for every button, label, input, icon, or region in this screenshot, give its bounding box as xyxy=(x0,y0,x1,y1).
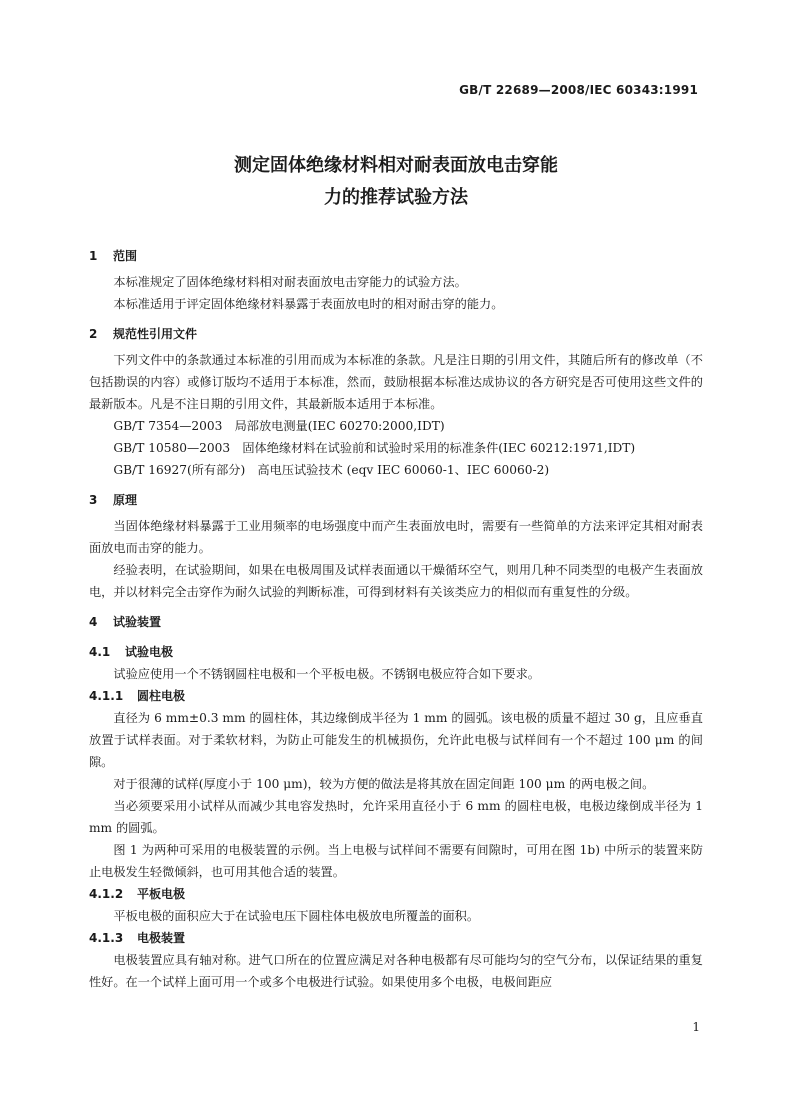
section-title: 范围 xyxy=(113,249,138,263)
paragraph: 当必须要采用小试样从而减少其电容发热时，允许采用直径小于 6 mm 的圆柱电极，电极边缘倒成半径为 1 mm 的圆弧。 xyxy=(89,799,703,835)
title-line-1: 测定固体绝缘材料相对耐表面放电击穿能 xyxy=(234,155,558,176)
section-principle xyxy=(89,489,703,603)
subsection-number: 4.1.2 xyxy=(89,887,124,901)
paragraph: 下列文件中的条款通过本标准的引用而成为本标准的条款。凡是注日期的引用文件，其随后所有的修改单（不包括勘误的内容）或修订版均不适用于本标准，然而，鼓励根据本标准达成协议的各方研究是否可使用这些文件的最新版本。凡是不注日期的引用文件，其最新版本适用于本标准。 xyxy=(89,353,703,411)
paragraph: 对于很薄的试样(厚度小于 100 μm)，较为方便的做法是将其放在固定间距 100 μm 的两电极之间。 xyxy=(113,777,655,791)
paragraph: 本标准适用于评定固体绝缘材料暴露于表面放电时的相对耐击穿的能力。 xyxy=(113,297,504,311)
title-line-2: 力的推荐试验方法 xyxy=(324,187,468,208)
subsection-title: 电极装置 xyxy=(137,931,186,945)
paragraph: 当固体绝缘材料暴露于工业用频率的电场强度中而产生表面放电时，需要有一些简单的方法来评定其相对耐表面放电而击穿的能力。 xyxy=(89,519,703,555)
section-heading xyxy=(89,245,703,267)
paragraph: 平板电极的面积应大于在试验电压下圆柱体电极放电所覆盖的面积。 xyxy=(113,909,480,923)
section-title: 原理 xyxy=(113,493,138,507)
standard-code: GB/T 22689—2008/IEC 60343:1991 xyxy=(459,83,698,97)
subsection-heading xyxy=(89,927,703,949)
section-heading xyxy=(89,323,703,345)
section-number: 4 xyxy=(89,615,98,629)
subsection-heading xyxy=(89,641,703,663)
section-number: 1 xyxy=(89,249,98,263)
section-title: 规范性引用文件 xyxy=(113,327,198,341)
subsection-number: 4.1.3 xyxy=(89,931,124,945)
section-title: 试验装置 xyxy=(113,615,162,629)
section-scope xyxy=(89,245,703,315)
reference-item: GB/T 7354—2003 局部放电测量(IEC 60270:2000,IDT) xyxy=(113,419,445,433)
section-heading xyxy=(89,611,703,633)
paragraph: 经验表明，在试验期间，如果在电极周围及试样表面通以干燥循环空气，则用几种不同类型的电极产生表面放电，并以材料完全击穿作为耐久试验的判断标准，可得到材料有关该类应力的相似而有重复性的分级。 xyxy=(89,563,703,599)
subsection-number: 4.1.1 xyxy=(89,689,124,703)
subsection-heading xyxy=(89,883,703,905)
paragraph: 试验应使用一个不锈钢圆柱电极和一个平板电极。不锈钢电极应符合如下要求。 xyxy=(113,667,540,681)
section-test-apparatus xyxy=(89,611,703,993)
subsection-title: 试验电极 xyxy=(125,645,174,659)
page-number: 1 xyxy=(692,1020,700,1034)
subsection-title: 圆柱电极 xyxy=(137,689,186,703)
reference-item: GB/T 16927(所有部分) 高电压试验技术 (eqv IEC 60060-1、IEC 60060-2) xyxy=(113,463,550,477)
subsection-title: 平板电极 xyxy=(137,887,186,901)
paragraph: 图 1 为两种可采用的电极装置的示例。当上电极与试样间不需要有间隙时，可用在图 1b) 中所示的装置来防止电极发生轻微倾斜，也可用其他合适的装置。 xyxy=(89,843,703,879)
section-normative-references xyxy=(89,323,703,481)
reference-item: GB/T 10580—2003 固体绝缘材料在试验前和试验时采用的标准条件(IEC 60212:1971,IDT) xyxy=(113,441,636,455)
section-number: 3 xyxy=(89,493,98,507)
paragraph: 直径为 6 mm±0.3 mm 的圆柱体，其边缘倒成半径为 1 mm 的圆弧。该电极的质量不超过 30 g，且应垂直放置于试样表面。对于柔软材料，为防止可能发生的机械损伤，允许此电极与试样间有一个不超过 100 μm 的间隙。 xyxy=(89,711,703,769)
paragraph: 本标准规定了固体绝缘材料相对耐表面放电击穿能力的试验方法。 xyxy=(113,275,467,289)
document-body xyxy=(89,245,703,993)
subsection-number: 4.1 xyxy=(89,645,111,659)
section-heading xyxy=(89,489,703,511)
subsection-heading xyxy=(89,685,703,707)
document-title xyxy=(0,150,792,214)
paragraph: 电极装置应具有轴对称。进气口所在的位置应满足对各种电极都有尽可能均匀的空气分布，以保证结果的重复性好。在一个试样上面可用一个或多个电极进行试验。如果使用多个电极，电极间距应 xyxy=(89,953,703,989)
section-number: 2 xyxy=(89,327,98,341)
